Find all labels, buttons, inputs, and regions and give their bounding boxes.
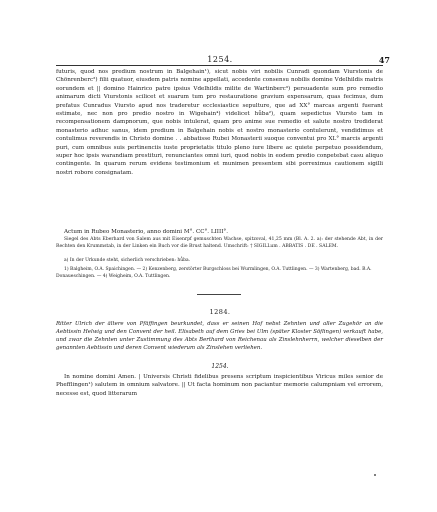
charter-body-text: futuris, quod nos predium nostrum in Balgehain¹), sicut nobis viri nobilis Cunradi quondam Viurstonis de Chönrenberc²) filii quatuor, eiusdem patris nomine appellati, accedente consensu nobilis domine Vdelhildis matris eorundem et || domino Hainrico patre ipsius Vdelhildis milite de Wartinberc³) persuadente sum pro remedio animarum dicti Viurstonis scilicet et suarum tum pro restauratione gravium expensarum, quas fecimus, dum prefatus Cunradus Viursto apud nos traderetur ecclesiastice sepulture, que ad XX° marcas argenti fuerant estimate, nec non pro predio nostro in Wigehain⁴) videlicet hůba²), quam sepedictus Viursto tam in recompensationem dampnorum, que nobis intulerat, quam pro anime sue remedio et salute nostro trediderat monasterio adhuc sanus, idem predium in Balgehain nobis et nostro monasterio contulerunt, vendidimus et contulimus reverendis in Christo domine . . abbatisse Rubei Monasterii suoque conventui pro XL° marcis argenti puri, cum omnibus suis pertinenciis iuste proprietatis titulo pleno iure libere ac quiete perpetuo possidendum, super hoc ipsis warandiam prestituri, renunciantes omni iuri, quod nobis in eodem predio conpetebat casu aliquo contingente. In quarum rerum evidens testimonium et munimen presentem sibi porreximus cautionem sigilli nostri robore consignatam. bbox=[56, 69, 383, 176]
scan-speck bbox=[374, 474, 376, 476]
charter-2-year: 1284. bbox=[209, 308, 231, 316]
page-number: 47 bbox=[378, 55, 390, 65]
actum-line: Actum in Rubeo Monasterio, anno domini M°. CC°. LIIII°. bbox=[64, 229, 228, 235]
footnotes-numbered: 1) Balgheim, O.A. Spaichingen. — 2) Kenzenberg, zerstörter Burgschloss bei Wurmlingen, O.A. Tuttlingen. — 3) Wartenberg, bad. B.A. Donaueschingen. — 4) Weigheim, O.A. Tuttlingen. bbox=[56, 267, 372, 279]
charter-2-regest: Ritter Ulrich der ältere von Pfäffingen beurkundet, dass er seinen Hof nebst Zehnten und aller Zugehör an die Aebtissin Helwig und den Convent der heil. Elisabeth auf dem Gries bei Ulm (später Kloster Söflingen) verkauft habe, und zwar die Zehnten unter Zustimmung des Abts Berthard von Reichenau als Zinslehnherrn, welcher dieselben der genannten Aebtissin und deren Convent wiederum als Zinslehen verliehen. bbox=[56, 321, 383, 351]
charter-2-text: In nomine domini Amen. | Universis Christi fidelibus presens scriptum inspicientibus Viricus miles senior de Phefflingen¹) salutem in omnium salvatore. || Ut facta hominum non paciantur memorie calumpniam vel errorem, necesse est, quod litterarum bbox=[56, 374, 383, 397]
charter-2-date: 1254. bbox=[211, 363, 229, 370]
running-head-year: 1254. bbox=[207, 55, 233, 64]
footnote-a: a) In der Urkunde steht, sicherlich verschrieben: hůba. bbox=[64, 258, 191, 263]
header-rule bbox=[56, 65, 383, 66]
seal-description: Siegel des Abts Eberhard von Salem aus mit Eisenrpf gemuschten Wachse, spitzoval, 41,25 mm (Bl. A. 2. a): der stehende Abt, in der Rechten den Krummstab, in der Linken ein Buch vor die Brust haltend. Umschrift: † SIGILLum . ABBATIS . DE . SALEM. bbox=[56, 237, 383, 249]
section-divider bbox=[197, 294, 241, 295]
